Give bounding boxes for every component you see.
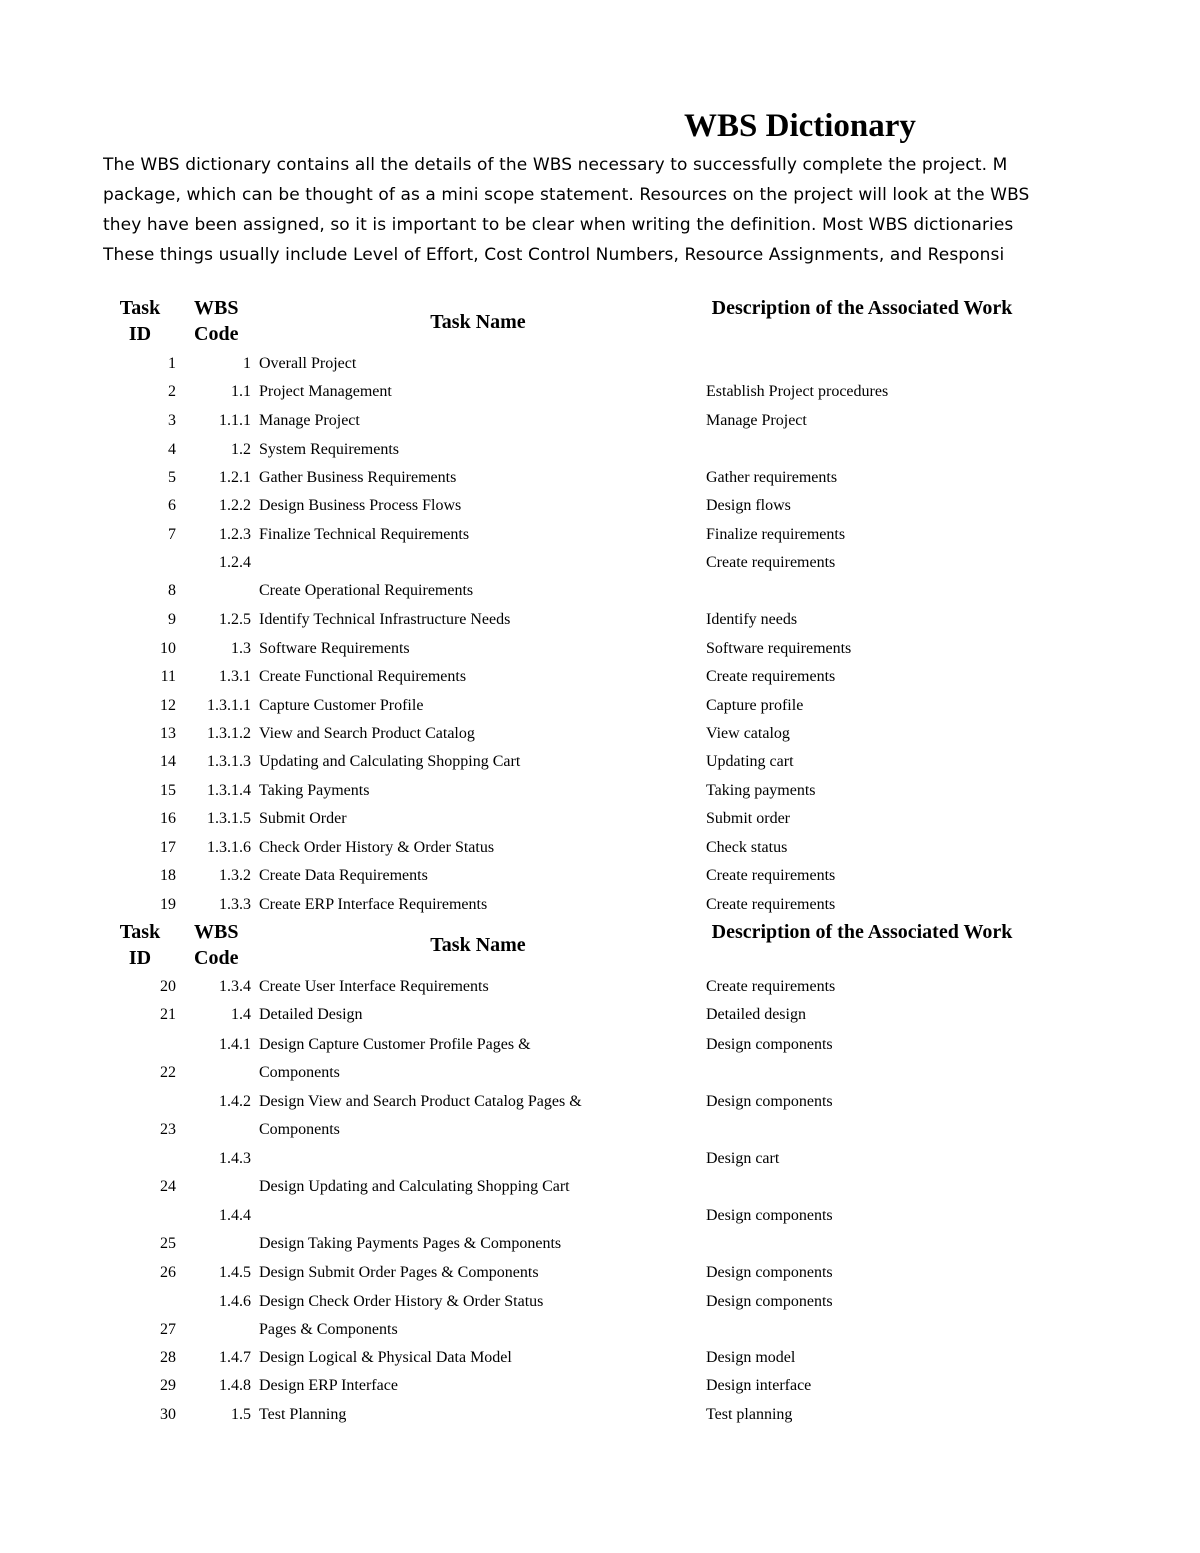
wbs-code: 1.4.6 [219, 1293, 251, 1310]
task-description: Design interface [706, 1377, 812, 1394]
wbs-code: 1.3.1.6 [207, 839, 251, 856]
task-description: Detailed design [706, 1006, 806, 1023]
wbs-code: 1.4.4 [219, 1207, 251, 1224]
task-description: Manage Project [706, 412, 807, 429]
task-description: Create requirements [706, 867, 836, 884]
task-id: 15 [160, 782, 176, 799]
task-id: 8 [168, 582, 176, 599]
wbs-code: 1.4.7 [219, 1349, 251, 1366]
task-name: Design ERP Interface [259, 1377, 398, 1394]
task-description: Design components [706, 1293, 833, 1310]
task-description: Establish Project procedures [706, 383, 889, 400]
task-id: 27 [160, 1321, 176, 1338]
task-name: Taking Payments [259, 782, 370, 799]
task-id: 5 [168, 469, 176, 486]
header-wbs-code: WBS Code [194, 297, 239, 345]
task-id: 13 [160, 725, 176, 742]
wbs-code: 1.2 [231, 441, 251, 458]
wbs-code: 1.3.1 [219, 668, 251, 685]
task-name: View and Search Product Catalog [259, 725, 475, 742]
task-name: Design Taking Payments Pages & Components [259, 1235, 562, 1252]
task-name: Finalize Technical Requirements [259, 526, 470, 543]
wbs-code: 1.2.3 [219, 526, 251, 543]
wbs-code: 1.4.3 [219, 1150, 251, 1167]
intro-line: they have been assigned, so it is important to be clear when writing the definition. Most WBS dictionaries [103, 215, 1014, 235]
task-id: 2 [168, 383, 176, 400]
task-id: 6 [168, 497, 176, 514]
task-description: Design components [706, 1093, 833, 1110]
wbs-code: 1.3 [231, 640, 251, 657]
task-description: Submit order [706, 810, 790, 827]
task-name: System Requirements [259, 441, 399, 458]
task-description: Gather requirements [706, 469, 838, 486]
task-name: Design Capture Customer Profile Pages & Components [259, 1036, 531, 1081]
wbs-code: 1.4.5 [219, 1264, 251, 1281]
task-name: Software Requirements [259, 640, 410, 657]
task-name: Create User Interface Requirements [259, 978, 489, 995]
header-wbs-code: WBS Code [194, 921, 239, 969]
task-description: Design components [706, 1036, 833, 1053]
wbs-code: 1.1 [231, 383, 251, 400]
task-id: 23 [160, 1121, 176, 1138]
task-name: Create ERP Interface Requirements [259, 896, 488, 913]
task-id: 11 [160, 668, 176, 685]
header-task-name: Task Name [430, 311, 526, 333]
task-name: Design Logical & Physical Data Model [259, 1349, 512, 1366]
task-id: 28 [160, 1349, 176, 1366]
task-id: 10 [160, 640, 176, 657]
task-name: Updating and Calculating Shopping Cart [259, 753, 521, 770]
task-id: 17 [160, 839, 176, 856]
task-id: 3 [168, 412, 176, 429]
task-name: Design Updating and Calculating Shopping Cart [259, 1178, 570, 1195]
task-name: Design View and Search Product Catalog Pages & Components [259, 1093, 582, 1138]
intro-line: package, which can be thought of as a mini scope statement. Resources on the project will look at the WBS [103, 185, 1029, 205]
wbs-code: 1.3.1.2 [207, 725, 251, 742]
task-id: 9 [168, 611, 176, 628]
task-description: Design components [706, 1207, 833, 1224]
wbs-code: 1.4 [231, 1006, 251, 1023]
header-description: Description of the Associated Work [711, 297, 1013, 319]
task-description: Design cart [706, 1150, 780, 1167]
wbs-code: 1.3.4 [219, 978, 251, 995]
task-name: Design Submit Order Pages & Components [259, 1264, 539, 1281]
wbs-code: 1.3.2 [219, 867, 251, 884]
task-description: Finalize requirements [706, 526, 846, 543]
task-name: Create Functional Requirements [259, 668, 467, 685]
wbs-code: 1.3.1.1 [207, 697, 251, 714]
task-id: 24 [160, 1178, 176, 1195]
task-name: Test Planning [259, 1406, 347, 1423]
wbs-code: 1.3.1.4 [207, 782, 251, 799]
task-id: 4 [168, 441, 176, 458]
intro-line: The WBS dictionary contains all the details of the WBS necessary to successfully complete the project. M [103, 155, 1008, 175]
task-description: Software requirements [706, 640, 852, 657]
task-name: Detailed Design [259, 1006, 363, 1023]
task-name: Design Check Order History & Order Status Pages & Components [259, 1293, 544, 1338]
task-id: 30 [160, 1406, 176, 1423]
header-task-id: Task ID [119, 921, 161, 969]
task-id: 20 [160, 978, 176, 995]
header-task-name: Task Name [430, 934, 526, 956]
task-description: Test planning [706, 1406, 793, 1423]
task-name: Design Business Process Flows [259, 497, 462, 514]
task-id: 14 [160, 753, 176, 770]
wbs-code: 1.4.8 [219, 1377, 251, 1394]
task-id: 25 [160, 1235, 176, 1252]
task-name: Identify Technical Infrastructure Needs [259, 611, 511, 628]
wbs-code: 1.3.1.3 [207, 753, 251, 770]
wbs-code: 1 [243, 355, 251, 372]
task-id: 21 [160, 1006, 176, 1023]
task-name: Gather Business Requirements [259, 469, 457, 486]
wbs-code: 1.4.2 [219, 1093, 251, 1110]
task-name: Overall Project [259, 355, 357, 372]
page-title: WBS Dictionary [684, 108, 916, 144]
task-description: Create requirements [706, 554, 836, 571]
task-description: Check status [706, 839, 788, 856]
task-description: Updating cart [706, 753, 794, 770]
task-id: 16 [160, 810, 176, 827]
wbs-code: 1.3.1.5 [207, 810, 251, 827]
wbs-code: 1.2.4 [219, 554, 251, 571]
task-name: Project Management [259, 383, 392, 400]
task-description: Taking payments [706, 782, 816, 799]
task-description: View catalog [706, 725, 790, 742]
task-name: Create Data Requirements [259, 867, 428, 884]
task-id: 19 [160, 896, 176, 913]
task-description: Design components [706, 1264, 833, 1281]
task-id: 7 [168, 526, 176, 543]
task-description: Design model [706, 1349, 796, 1366]
task-description: Create requirements [706, 978, 836, 995]
wbs-code: 1.2.1 [219, 469, 251, 486]
task-id: 22 [160, 1064, 176, 1081]
task-description: Capture profile [706, 697, 804, 714]
task-id: 12 [160, 697, 176, 714]
header-description: Description of the Associated Work [711, 921, 1013, 943]
task-description: Design flows [706, 497, 791, 514]
task-name: Capture Customer Profile [259, 697, 424, 714]
task-name: Submit Order [259, 810, 347, 827]
task-id: 29 [160, 1377, 176, 1394]
task-description: Identify needs [706, 611, 798, 628]
header-task-id: Task ID [119, 297, 161, 345]
wbs-code: 1.1.1 [219, 412, 251, 429]
intro-line: These things usually include Level of Effort, Cost Control Numbers, Resource Assignments, and Responsi [103, 245, 1005, 265]
task-description: Create requirements [706, 668, 836, 685]
task-id: 26 [160, 1264, 176, 1281]
wbs-code: 1.4.1 [219, 1036, 251, 1053]
wbs-code: 1.3.3 [219, 896, 251, 913]
task-description: Create requirements [706, 896, 836, 913]
task-name: Check Order History & Order Status [259, 839, 495, 856]
intro-paragraph [103, 150, 1029, 270]
wbs-code: 1.2.5 [219, 611, 251, 628]
wbs-code: 1.2.2 [219, 497, 251, 514]
task-id: 1 [168, 355, 176, 372]
task-name: Create Operational Requirements [259, 582, 474, 599]
task-id: 18 [160, 867, 176, 884]
wbs-code: 1.5 [231, 1406, 251, 1423]
task-name: Manage Project [259, 412, 360, 429]
